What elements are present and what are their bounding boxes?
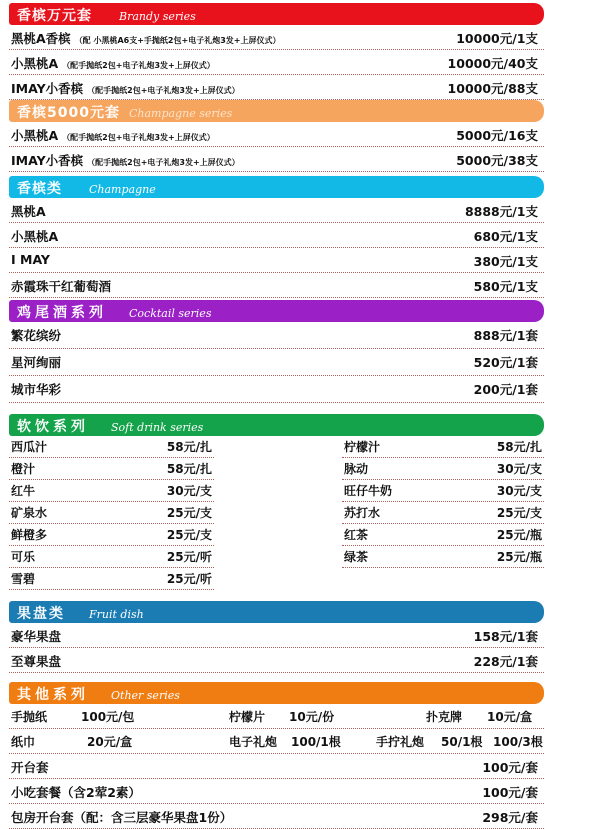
soft-section <box>9 414 544 592</box>
menu-row <box>9 648 544 673</box>
item-note: （配手抛纸2包+电子礼炮3发+上屏仪式） <box>62 133 215 142</box>
other-header <box>9 682 544 704</box>
item-price: 8888元/1支 <box>464 204 538 219</box>
item-price: 298元/套 <box>482 810 538 825</box>
champagne-subtitle: Champagne <box>89 183 156 196</box>
item-price: 5000元/16支 <box>456 128 538 143</box>
soft-item <box>342 546 544 568</box>
item-name: IMAY小香槟 <box>11 81 84 96</box>
other-subtitle: Other series <box>111 689 180 702</box>
soft-subtitle: Soft drink series <box>111 421 204 434</box>
champagne-set-section <box>9 100 544 172</box>
item-price: 100元/包 <box>81 710 135 724</box>
item-name: 橙汁 <box>11 462 36 476</box>
item-name: 黑桃A <box>11 204 46 219</box>
soft-item <box>342 436 544 458</box>
item-name: 红茶 <box>344 528 369 542</box>
soft-item <box>9 524 214 546</box>
item-price: 228元/1套 <box>473 654 538 669</box>
item-name: 电子礼炮 <box>229 735 278 749</box>
fruit-title: 果盘类 <box>17 606 65 622</box>
item-price: 25元/支 <box>166 528 212 542</box>
item-price: 100元/套 <box>482 760 538 775</box>
fruit-header <box>9 601 544 623</box>
cocktail-section <box>9 300 544 403</box>
item-name: 纸巾 <box>11 735 36 749</box>
item-name: 红牛 <box>11 484 36 498</box>
item-name: 柠檬片 <box>229 710 266 724</box>
item-name: 豪华果盘 <box>11 629 62 644</box>
item-name: 可乐 <box>11 550 36 564</box>
item-name: 苏打水 <box>344 506 381 520</box>
item-name: 小黑桃A <box>11 56 59 71</box>
item-price: 10元/份 <box>289 710 335 724</box>
item-name: 小吃套餐（含2荤2素） <box>11 785 141 800</box>
item-name: 开台套 <box>11 760 49 775</box>
item-name: 赤霞珠干红葡萄酒 <box>11 279 112 294</box>
menu-row <box>9 147 544 172</box>
cocktail-subtitle: Cocktail series <box>129 307 212 320</box>
soft-item <box>342 480 544 502</box>
item-price: 10元/盒 <box>487 710 533 724</box>
fruit-section <box>9 601 544 673</box>
item-price: 200元/1套 <box>473 382 538 397</box>
item-note: （配 小黑桃A6支+手抛纸2包+电子礼炮3发+上屏仪式） <box>74 36 281 45</box>
champagne-title: 香槟类 <box>17 181 62 197</box>
item-price: 10000元/1支 <box>456 31 538 46</box>
misc-row <box>9 729 544 754</box>
item-name: 扑克牌 <box>426 710 463 724</box>
item-price: 25元/瓶 <box>496 528 542 542</box>
item-name: 柠檬汁 <box>344 440 381 454</box>
item-price: 10000元/40支 <box>447 56 538 71</box>
item-name: I MAY <box>11 252 50 267</box>
item-name: 西瓜汁 <box>11 440 48 454</box>
item-price: 158元/1套 <box>473 629 538 644</box>
brandy-subtitle: Brandy series <box>119 10 196 23</box>
menu-row <box>9 623 544 648</box>
menu-row <box>9 754 544 779</box>
item-name: 小黑桃A <box>11 229 59 244</box>
menu-row <box>9 75 544 100</box>
champagne-set-subtitle: Champagne series <box>129 107 233 120</box>
brandy-section <box>9 3 544 100</box>
brandy-header <box>9 3 544 25</box>
soft-item <box>342 458 544 480</box>
brandy-title: 香槟万元套 <box>17 8 92 24</box>
soft-item <box>342 524 544 546</box>
soft-item <box>9 568 214 590</box>
soft-item <box>9 436 214 458</box>
item-name: 脉动 <box>344 462 369 476</box>
item-name: 雪碧 <box>11 572 36 586</box>
item-price: 100/1根 <box>291 735 341 749</box>
other-title: 其他系列 <box>17 687 89 703</box>
item-name: 手抛纸 <box>11 710 48 724</box>
soft-item <box>9 458 214 480</box>
item-name: 绿茶 <box>344 550 369 564</box>
menu-row <box>9 198 544 223</box>
item-name: 至尊果盘 <box>11 654 62 669</box>
soft-header <box>9 414 544 436</box>
item-price: 520元/1套 <box>473 355 538 370</box>
item-price: 10000元/88支 <box>447 81 538 96</box>
misc-row <box>9 704 544 729</box>
item-price: 58元/扎 <box>166 440 212 454</box>
item-price: 25元/支 <box>166 506 212 520</box>
other-section <box>9 682 544 829</box>
item-name: 小黑桃A <box>11 128 59 143</box>
item-price: 20元/盒 <box>87 735 133 749</box>
champagne-set-header <box>9 100 544 122</box>
champagne-header <box>9 176 544 198</box>
item-price: 58元/扎 <box>496 440 542 454</box>
item-name: 鲜橙多 <box>11 528 48 542</box>
soft-item <box>9 502 214 524</box>
menu-row <box>9 25 544 50</box>
soft-item <box>342 502 544 524</box>
item-name: 手拧礼炮 <box>376 735 425 749</box>
champagne-set-title: 香槟5000元套 <box>17 105 120 121</box>
menu-row <box>9 248 544 273</box>
menu-row <box>9 322 544 349</box>
menu-row <box>9 50 544 75</box>
item-name: 旺仔牛奶 <box>344 484 393 498</box>
item-price: 50/1根 <box>441 735 483 749</box>
item-note: （配手抛纸2包+电子礼炮3发+上屏仪式） <box>62 61 215 70</box>
item-price: 30元/支 <box>496 484 542 498</box>
item-price: 25元/听 <box>166 572 212 586</box>
item-price: 25元/听 <box>166 550 212 564</box>
item-note: （配手抛纸2包+电子礼炮3发+上屏仪式） <box>87 158 240 167</box>
item-name: 繁花缤纷 <box>11 328 62 343</box>
cocktail-title: 鸡尾酒系列 <box>17 305 107 321</box>
soft-item <box>9 480 214 502</box>
item-name: 黑桃A香槟 <box>11 31 71 46</box>
item-price: 58元/扎 <box>166 462 212 476</box>
item-price: 30元/支 <box>166 484 212 498</box>
item-note: （配手抛纸2包+电子礼炮3发+上屏仪式） <box>87 86 240 95</box>
fruit-subtitle: Fruit dish <box>89 608 144 621</box>
item-price: 25元/瓶 <box>496 550 542 564</box>
item-price: 680元/1支 <box>473 229 538 244</box>
menu-row <box>9 122 544 147</box>
item-price: 580元/1支 <box>473 279 538 294</box>
item-name: 包房开台套（配：含三层豪华果盘1份） <box>11 810 233 825</box>
item-name: 星河绚丽 <box>11 355 62 370</box>
item-name: IMAY小香槟 <box>11 153 84 168</box>
menu-row <box>9 349 544 376</box>
menu-row <box>9 273 544 298</box>
soft-title: 软饮系列 <box>17 419 89 435</box>
cocktail-header <box>9 300 544 322</box>
item-price: 100元/套 <box>482 785 538 800</box>
soft-item <box>9 546 214 568</box>
item-price: 25元/支 <box>496 506 542 520</box>
soft-grid <box>9 436 544 592</box>
item-price: 30元/支 <box>496 462 542 476</box>
menu-row <box>9 376 544 403</box>
item-name: 矿泉水 <box>11 506 48 520</box>
item-price: 888元/1套 <box>473 328 538 343</box>
item-price: 380元/1支 <box>473 254 538 269</box>
menu-row <box>9 223 544 248</box>
item-name: 城市华彩 <box>11 382 62 397</box>
menu-row <box>9 804 544 829</box>
item-price: 100/3根 <box>493 735 543 749</box>
item-price: 5000元/38支 <box>456 153 538 168</box>
champagne-section <box>9 176 544 298</box>
menu-row <box>9 779 544 804</box>
